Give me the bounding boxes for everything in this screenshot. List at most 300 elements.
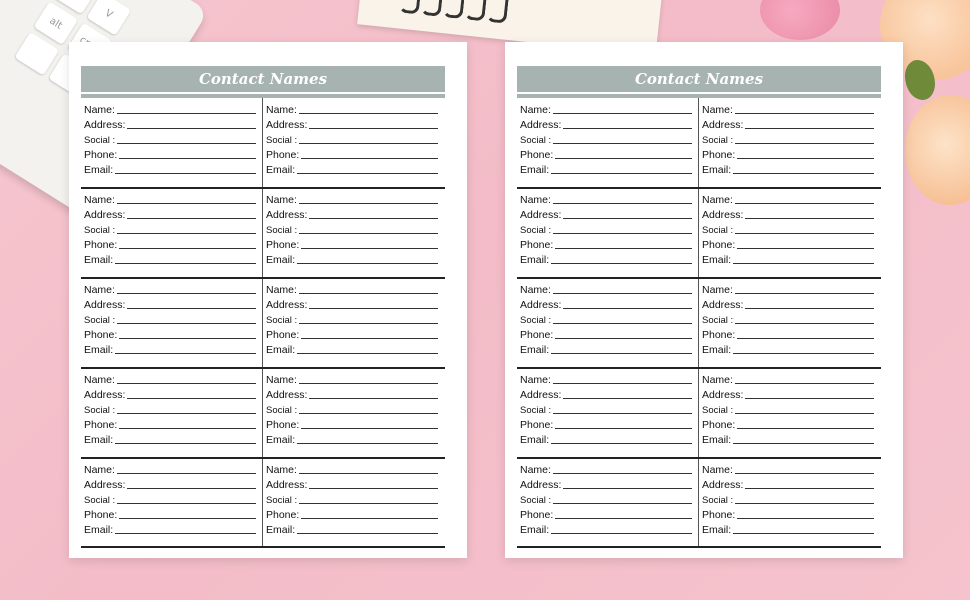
contact-field-phone: [520, 146, 696, 161]
write-line[interactable]: [735, 232, 874, 234]
field-label: Address:: [520, 119, 562, 131]
spiral-ring: [442, 0, 468, 19]
contact-field-email: [520, 251, 696, 266]
write-line[interactable]: [737, 337, 874, 339]
contact-field-address: [84, 386, 260, 401]
field-label: Name:: [702, 374, 733, 386]
write-line[interactable]: [297, 532, 438, 534]
contact-field-phone: [266, 416, 442, 431]
field-label: Name:: [266, 464, 297, 476]
field-label: Address:: [520, 389, 562, 401]
field-label: Phone:: [266, 149, 300, 161]
contact-field-email: [84, 161, 260, 176]
field-label: Social :: [266, 135, 298, 146]
contact-field-social: [702, 311, 878, 326]
write-line[interactable]: [745, 127, 874, 129]
write-line[interactable]: [299, 112, 438, 114]
field-label: Social :: [84, 225, 116, 236]
write-line[interactable]: [551, 172, 692, 174]
contact-field-name: [266, 461, 442, 476]
field-label: Name:: [702, 284, 733, 296]
contact-field-name: [266, 281, 442, 296]
field-label: Social :: [84, 315, 116, 326]
write-line[interactable]: [553, 112, 692, 114]
write-line[interactable]: [735, 292, 874, 294]
write-line[interactable]: [553, 382, 692, 384]
write-line[interactable]: [555, 337, 692, 339]
write-line[interactable]: [309, 397, 438, 399]
write-line[interactable]: [553, 292, 692, 294]
write-line[interactable]: [301, 427, 438, 429]
peach-rose-decoration: [905, 95, 970, 205]
field-label: Social :: [84, 135, 116, 146]
field-label: Name:: [84, 284, 115, 296]
contact-field-social: [702, 131, 878, 146]
write-line[interactable]: [745, 307, 874, 309]
write-line[interactable]: [115, 532, 256, 534]
contact-entry: [81, 368, 259, 454]
contact-field-name: [266, 191, 442, 206]
write-line[interactable]: [735, 322, 874, 324]
contact-field-email: [84, 521, 260, 536]
contact-entry: [81, 458, 259, 544]
write-line[interactable]: [553, 472, 692, 474]
contact-field-social: [84, 131, 260, 146]
contact-field-social: [520, 131, 696, 146]
field-label: Social :: [702, 405, 734, 416]
field-label: Address:: [84, 209, 126, 221]
write-line[interactable]: [117, 292, 256, 294]
contact-field-social: [520, 401, 696, 416]
write-line[interactable]: [299, 142, 438, 144]
contact-field-name: [520, 461, 696, 476]
write-line[interactable]: [301, 157, 438, 159]
spiral-ring: [464, 0, 490, 21]
sheet-title: Contact Names: [517, 66, 881, 92]
field-label: Email:: [520, 524, 550, 536]
write-line[interactable]: [117, 142, 256, 144]
field-label: Address:: [520, 479, 562, 491]
write-line[interactable]: [299, 502, 438, 504]
field-label: Name:: [702, 104, 733, 116]
contact-field-social: [520, 311, 696, 326]
write-line[interactable]: [737, 247, 874, 249]
write-line[interactable]: [299, 382, 438, 384]
field-label: Name:: [266, 104, 297, 116]
sheet-title: Contact Names: [81, 66, 445, 92]
contact-field-social: [84, 311, 260, 326]
contact-field-name: [702, 461, 878, 476]
write-line[interactable]: [301, 247, 438, 249]
write-line[interactable]: [117, 202, 256, 204]
field-label: Email:: [266, 254, 296, 266]
contact-field-name: [84, 371, 260, 386]
write-line[interactable]: [735, 382, 874, 384]
contact-field-phone: [84, 236, 260, 251]
field-label: Phone:: [266, 509, 300, 521]
field-label: Address:: [266, 479, 308, 491]
spiral-ring: [486, 0, 512, 24]
field-label: Social :: [702, 315, 734, 326]
write-line[interactable]: [117, 382, 256, 384]
field-label: Address:: [266, 209, 308, 221]
write-line[interactable]: [563, 127, 692, 129]
field-label: Phone:: [266, 419, 300, 431]
contact-field-email: [266, 161, 442, 176]
field-label: Social :: [520, 495, 552, 506]
write-line[interactable]: [117, 472, 256, 474]
write-line[interactable]: [299, 232, 438, 234]
contact-field-phone: [84, 506, 260, 521]
contact-field-name: [702, 281, 878, 296]
field-label: Social :: [520, 405, 552, 416]
contact-field-phone: [520, 326, 696, 341]
contact-grid: [517, 98, 881, 548]
write-line[interactable]: [555, 247, 692, 249]
field-label: Email:: [84, 344, 114, 356]
write-line[interactable]: [299, 412, 438, 414]
field-label: Address:: [702, 299, 744, 311]
write-line[interactable]: [553, 142, 692, 144]
contact-entry: [263, 98, 441, 184]
write-line[interactable]: [563, 487, 692, 489]
write-line[interactable]: [119, 517, 256, 519]
contact-field-email: [266, 521, 442, 536]
contact-field-phone: [266, 236, 442, 251]
contact-field-address: [520, 386, 696, 401]
contact-field-phone: [520, 236, 696, 251]
write-line[interactable]: [119, 427, 256, 429]
contact-field-name: [520, 281, 696, 296]
write-line[interactable]: [553, 232, 692, 234]
write-line[interactable]: [115, 172, 256, 174]
contact-entry: [699, 98, 877, 184]
field-label: Email:: [84, 254, 114, 266]
write-line[interactable]: [553, 502, 692, 504]
contact-field-address: [84, 476, 260, 491]
contact-field-name: [266, 371, 442, 386]
contact-field-phone: [266, 506, 442, 521]
contact-field-address: [702, 476, 878, 491]
write-line[interactable]: [745, 217, 874, 219]
field-label: Name:: [266, 374, 297, 386]
write-line[interactable]: [735, 502, 874, 504]
contact-field-phone: [702, 506, 878, 521]
contact-field-name: [702, 101, 878, 116]
contact-field-name: [84, 461, 260, 476]
field-label: Social :: [702, 495, 734, 506]
write-line[interactable]: [555, 157, 692, 159]
contact-entry: [263, 368, 441, 454]
write-line[interactable]: [737, 427, 874, 429]
write-line[interactable]: [301, 517, 438, 519]
write-line[interactable]: [553, 322, 692, 324]
field-label: Email:: [84, 524, 114, 536]
contact-field-email: [266, 431, 442, 446]
field-label: Address:: [702, 389, 744, 401]
field-label: Phone:: [84, 149, 118, 161]
write-line[interactable]: [563, 307, 692, 309]
contact-field-name: [84, 101, 260, 116]
contact-field-address: [702, 386, 878, 401]
field-label: Name:: [520, 194, 551, 206]
contact-field-email: [702, 341, 878, 356]
contact-field-phone: [266, 326, 442, 341]
write-line[interactable]: [119, 247, 256, 249]
write-line[interactable]: [127, 127, 256, 129]
contact-field-address: [84, 116, 260, 131]
contact-field-social: [266, 311, 442, 326]
field-label: Phone:: [702, 509, 736, 521]
contact-field-social: [84, 401, 260, 416]
write-line[interactable]: [117, 502, 256, 504]
field-label: Name:: [84, 464, 115, 476]
field-label: Address:: [84, 119, 126, 131]
contact-field-address: [702, 206, 878, 221]
field-label: Phone:: [520, 239, 554, 251]
write-line[interactable]: [297, 352, 438, 354]
contact-field-address: [266, 476, 442, 491]
field-label: Social :: [84, 495, 116, 506]
write-line[interactable]: [115, 442, 256, 444]
contact-entry: [81, 98, 259, 184]
contact-field-address: [266, 386, 442, 401]
contact-field-social: [266, 491, 442, 506]
field-label: Email:: [702, 524, 732, 536]
field-label: Name:: [702, 464, 733, 476]
field-label: Name:: [266, 284, 297, 296]
field-label: Name:: [84, 374, 115, 386]
field-label: Social :: [266, 315, 298, 326]
field-label: Email:: [266, 344, 296, 356]
contact-field-address: [266, 116, 442, 131]
contact-field-email: [702, 251, 878, 266]
write-line[interactable]: [555, 427, 692, 429]
contact-field-social: [520, 221, 696, 236]
contact-entry: [81, 188, 259, 274]
contact-entry: [517, 368, 695, 454]
field-label: Name:: [520, 374, 551, 386]
write-line[interactable]: [733, 532, 874, 534]
contact-field-social: [266, 131, 442, 146]
field-label: Email:: [520, 434, 550, 446]
field-label: Address:: [702, 479, 744, 491]
field-label: Social :: [520, 225, 552, 236]
write-line[interactable]: [563, 397, 692, 399]
contact-field-email: [520, 161, 696, 176]
field-label: Name:: [520, 284, 551, 296]
contact-field-name: [84, 281, 260, 296]
write-line[interactable]: [299, 292, 438, 294]
write-line[interactable]: [733, 172, 874, 174]
contact-field-phone: [702, 416, 878, 431]
contact-field-address: [84, 296, 260, 311]
write-line[interactable]: [733, 352, 874, 354]
write-line[interactable]: [297, 442, 438, 444]
field-label: Social :: [702, 135, 734, 146]
write-line[interactable]: [555, 517, 692, 519]
field-label: Phone:: [520, 329, 554, 341]
write-line[interactable]: [735, 412, 874, 414]
write-line[interactable]: [309, 217, 438, 219]
contact-field-social: [702, 401, 878, 416]
write-line[interactable]: [735, 142, 874, 144]
field-label: Email:: [702, 344, 732, 356]
contact-entry: [699, 188, 877, 274]
contact-field-address: [702, 296, 878, 311]
contact-field-email: [702, 161, 878, 176]
write-line[interactable]: [733, 442, 874, 444]
contact-field-phone: [702, 236, 878, 251]
write-line[interactable]: [299, 202, 438, 204]
write-line[interactable]: [127, 487, 256, 489]
write-line[interactable]: [737, 157, 874, 159]
write-line[interactable]: [297, 262, 438, 264]
contact-field-phone: [702, 326, 878, 341]
field-label: Name:: [84, 194, 115, 206]
write-line[interactable]: [117, 412, 256, 414]
field-label: Email:: [266, 524, 296, 536]
contact-entry: [263, 278, 441, 364]
write-line[interactable]: [127, 217, 256, 219]
write-line[interactable]: [309, 307, 438, 309]
write-line[interactable]: [309, 127, 438, 129]
write-line[interactable]: [551, 352, 692, 354]
contact-field-social: [266, 221, 442, 236]
write-line[interactable]: [299, 322, 438, 324]
field-label: Phone:: [702, 329, 736, 341]
contact-field-social: [702, 221, 878, 236]
field-label: Address:: [84, 389, 126, 401]
write-line[interactable]: [563, 217, 692, 219]
contact-field-phone: [266, 146, 442, 161]
contact-field-address: [84, 206, 260, 221]
write-line[interactable]: [127, 397, 256, 399]
contact-entry: [81, 278, 259, 364]
contact-field-address: [266, 296, 442, 311]
field-label: Phone:: [702, 149, 736, 161]
field-label: Email:: [702, 164, 732, 176]
write-line[interactable]: [745, 487, 874, 489]
contact-field-name: [520, 371, 696, 386]
write-line[interactable]: [117, 232, 256, 234]
write-line[interactable]: [309, 487, 438, 489]
contact-field-name: [520, 101, 696, 116]
field-label: Name:: [702, 194, 733, 206]
write-line[interactable]: [301, 337, 438, 339]
write-line[interactable]: [733, 262, 874, 264]
write-line[interactable]: [117, 112, 256, 114]
contact-field-email: [702, 521, 878, 536]
field-label: Email:: [266, 434, 296, 446]
field-label: Phone:: [520, 509, 554, 521]
pink-flower-decoration: [760, 0, 840, 40]
write-line[interactable]: [735, 112, 874, 114]
field-label: Email:: [702, 434, 732, 446]
field-label: Social :: [520, 135, 552, 146]
contact-field-email: [84, 341, 260, 356]
contact-field-name: [84, 191, 260, 206]
write-line[interactable]: [117, 322, 256, 324]
contact-entry: [517, 98, 695, 184]
contact-sheet-left: [69, 42, 467, 558]
contact-field-email: [266, 251, 442, 266]
write-line[interactable]: [299, 472, 438, 474]
field-label: Email:: [520, 164, 550, 176]
contact-field-name: [266, 101, 442, 116]
field-label: Name:: [84, 104, 115, 116]
contact-field-name: [702, 191, 878, 206]
field-label: Phone:: [266, 329, 300, 341]
contact-field-social: [266, 401, 442, 416]
contact-entry: [699, 458, 877, 544]
field-label: Phone:: [84, 239, 118, 251]
write-line[interactable]: [119, 337, 256, 339]
write-line[interactable]: [745, 397, 874, 399]
field-label: Phone:: [520, 419, 554, 431]
contact-entry: [263, 188, 441, 274]
write-line[interactable]: [735, 472, 874, 474]
write-line[interactable]: [553, 202, 692, 204]
contact-entry: [699, 368, 877, 454]
contact-field-email: [84, 431, 260, 446]
field-label: Phone:: [520, 149, 554, 161]
contact-entry: [517, 278, 695, 364]
contact-field-email: [266, 341, 442, 356]
contact-field-name: [520, 191, 696, 206]
contact-field-email: [520, 521, 696, 536]
field-label: Name:: [520, 464, 551, 476]
contact-entry: [517, 188, 695, 274]
write-line[interactable]: [551, 532, 692, 534]
field-label: Social :: [266, 495, 298, 506]
keyboard-key: alt: [33, 1, 78, 44]
write-line[interactable]: [115, 352, 256, 354]
contact-field-address: [520, 116, 696, 131]
contact-field-address: [266, 206, 442, 221]
write-line[interactable]: [737, 517, 874, 519]
field-label: Social :: [702, 225, 734, 236]
contact-field-address: [702, 116, 878, 131]
contact-entry: [699, 278, 877, 364]
field-label: Social :: [266, 225, 298, 236]
contact-field-address: [520, 296, 696, 311]
field-label: Address:: [266, 119, 308, 131]
contact-field-name: [702, 371, 878, 386]
write-line[interactable]: [551, 262, 692, 264]
contact-field-phone: [84, 146, 260, 161]
field-label: Social :: [520, 315, 552, 326]
contact-field-phone: [702, 146, 878, 161]
contact-field-email: [520, 431, 696, 446]
write-line[interactable]: [735, 202, 874, 204]
write-line[interactable]: [127, 307, 256, 309]
write-line[interactable]: [115, 262, 256, 264]
field-label: Phone:: [702, 239, 736, 251]
write-line[interactable]: [551, 442, 692, 444]
contact-field-social: [84, 221, 260, 236]
field-label: Phone:: [702, 419, 736, 431]
contact-field-phone: [84, 416, 260, 431]
field-label: Email:: [702, 254, 732, 266]
contact-field-social: [520, 491, 696, 506]
contact-sheet-right: [505, 42, 903, 558]
write-line[interactable]: [553, 412, 692, 414]
write-line[interactable]: [119, 157, 256, 159]
field-label: Email:: [84, 164, 114, 176]
write-line[interactable]: [297, 172, 438, 174]
field-label: Address:: [84, 299, 126, 311]
